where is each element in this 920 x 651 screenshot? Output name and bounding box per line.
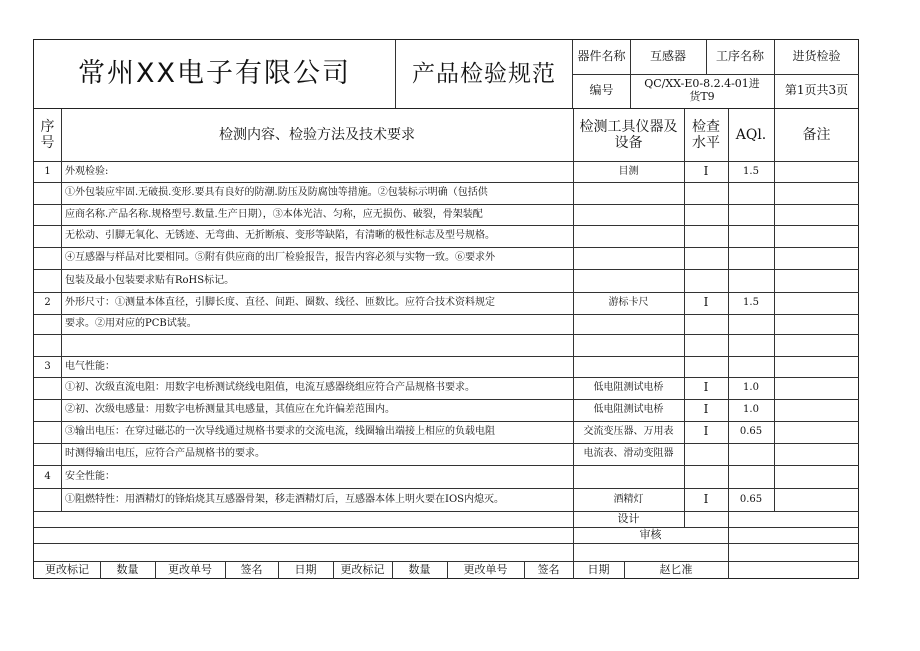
col-header-seq: 序号 [40,118,55,151]
row-tools [573,334,684,356]
row-tools [573,314,684,334]
row-tools: 交流变压器、万用表 [583,426,674,438]
change-header-cell: 更改单号 [168,562,212,576]
row-seq [34,314,61,334]
row-level [684,247,728,269]
row-level: I [703,491,709,506]
grid-line [278,561,279,579]
row-content: 外形尺寸：①测量本体直径，引脚长度、直径、间距、圈数、线径、匝数比。应符合技术资料规定 [65,297,495,309]
row-tools [573,356,684,377]
code-value: QC/XX-E0-8.2.4-01进货T9 [644,77,760,103]
row-remark [774,488,859,511]
row-tools: 目测 [618,165,639,177]
col-header-content: 检测内容、检验方法及技术要求 [219,126,415,143]
grid-line [34,421,859,422]
review-label: 审核 [639,527,662,541]
grid-line [34,161,859,162]
grid-line [34,443,859,444]
grid-line [34,247,859,248]
change-header-cell: 更改单号 [463,562,508,576]
row-tools [573,247,684,269]
code-label: 编号 [589,83,614,98]
row-aql: 1.5 [743,297,759,309]
grid-line [34,292,859,293]
grid-line [630,40,631,108]
grid-line [524,561,525,579]
row-tools [573,269,684,292]
row-level [684,225,728,247]
change-header-cell: 日期 [294,562,317,576]
row-remark [774,247,859,269]
row-aql: 1.0 [743,404,759,416]
row-level [684,356,728,377]
row-remark [774,356,859,377]
change-header-cell: 数量 [408,562,431,576]
row-seq [34,443,61,465]
row-remark [774,225,859,247]
row-seq [34,421,61,443]
row-tools [573,465,684,488]
row-content: 外观检验: [65,165,109,177]
row-level: I [703,424,709,439]
row-seq: 4 [44,470,51,482]
grid-line [34,356,859,357]
row-tools: 电流表、滑动变阻器 [583,448,674,460]
grid-line [573,109,574,511]
row-content: ①初、次级直流电阻：用数字电桥测试绕线电阻值，电流互感器绕组应符合产品规格书要求。 [65,382,475,394]
grid-line [34,465,859,466]
row-aql [728,269,774,292]
grid-line [728,109,729,511]
row-aql [728,225,774,247]
grid-line [34,269,859,270]
process-name-value: 进货检验 [792,49,841,64]
row-aql [728,356,774,377]
part-name-label: 器件名称 [577,49,626,64]
grid-line [225,561,226,579]
row-content [61,334,573,356]
row-content: ③输出电压：在穿过磁芯的一次导线通过规格书要求的交流电流，线圈输出端接上相应的负载电阻 [65,426,495,438]
row-remark [774,314,859,334]
page-info: 第1页共3页 [784,83,849,98]
row-aql [728,334,774,356]
row-level [684,182,728,204]
row-seq [34,182,61,204]
change-header-cell: 数量 [116,562,139,576]
grid-line [34,511,859,512]
grid-line [395,40,396,108]
row-seq [34,377,61,399]
grid-line [100,561,101,579]
row-remark [774,204,859,225]
row-content: ②初、次级电感量：用数字电桥测量其电感量，其值应在允许偏差范围内。 [65,404,395,416]
grid-line [34,314,859,315]
row-seq: 3 [44,360,51,372]
row-aql [728,314,774,334]
row-level [684,269,728,292]
row-content: 电气性能： [65,360,115,372]
grid-line [61,109,62,511]
row-seq [34,488,61,511]
row-content: 要求。②用对应的PCB试装。 [65,318,197,330]
row-level: I [703,295,709,310]
row-level [684,334,728,356]
grid-line [34,204,859,205]
grid-line [573,511,574,579]
col-header-tools: 检测工具仪器及设备 [579,118,678,151]
grid-line [34,182,859,183]
document-title: 产品检验规范 [412,60,556,87]
row-seq: 1 [44,165,51,177]
grid-line [34,334,859,335]
row-level [684,314,728,334]
row-seq [34,399,61,421]
row-remark [774,292,859,314]
grid-line [624,561,625,579]
design-label: 设计 [617,511,640,525]
row-aql: 0.65 [739,426,763,438]
grid-line [572,40,573,108]
row-remark [774,465,859,488]
row-aql [728,204,774,225]
grid-line [34,108,859,109]
row-remark [774,182,859,204]
company-name: 常州XX电子有限公司 [78,58,351,90]
row-content: 包装及最小包装要求贴有RoHS标记。 [65,274,235,286]
row-seq [34,269,61,292]
row-aql [728,247,774,269]
row-aql: 1.0 [743,382,759,394]
row-aql [728,465,774,488]
row-aql: 1.5 [743,165,759,177]
col-header-aql: AQl. [735,126,767,143]
row-content: 无松动、引脚无氧化、无锈迹、无弯曲、无折断痕、变形等缺陷，有清晰的极性标志及型号规格。 [65,230,495,242]
change-header-cell: 更改标记 [45,562,89,576]
row-seq [34,225,61,247]
col-header-level: 检查水平 [692,118,720,151]
row-aql [728,182,774,204]
grid-line [774,109,775,511]
row-remark [774,443,859,465]
grid-line [728,511,729,579]
row-level [684,465,728,488]
row-level [684,443,728,465]
row-aql [728,443,774,465]
row-content: 时测得输出电压，应符合产品规格书的要求。 [65,448,265,460]
grid-line [34,399,859,400]
process-name-label: 工序名称 [715,49,764,64]
row-content: ①外包装应牢固.无破损.变形.要具有良好的防潮.防压及防腐蚀等措施。②包装标示明确（包括供 [65,187,488,199]
row-tools: 低电阻测试电桥 [593,382,664,394]
change-header-cell: 签名 [537,562,560,576]
row-tools: 游标卡尺 [608,297,649,309]
grid-line [392,561,393,579]
row-seq [34,334,61,356]
row-tools: 酒精灯 [613,493,644,505]
row-level: I [703,402,709,417]
row-remark [774,421,859,443]
grid-line [34,377,859,378]
row-aql: 0.65 [739,493,763,505]
change-header-cell: 日期 [587,562,610,576]
grid-line [34,488,859,489]
grid-line [447,561,448,579]
row-remark [774,161,859,182]
grid-line [34,225,859,226]
part-name-value: 互感器 [649,49,686,64]
grid-line [684,109,685,511]
grid-line [684,511,685,527]
row-remark [774,399,859,421]
row-level: I [703,163,709,178]
grid-line [34,527,859,528]
row-remark [774,269,859,292]
row-seq [34,204,61,225]
row-level [684,204,728,225]
row-seq: 2 [44,297,51,309]
grid-line [774,40,775,108]
row-content: 应商名称.产品名称.规格型号.数量.生产日期），③本体光洁、匀称，应无损伤、破裂，骨架装配 [65,208,483,220]
row-content: ④互感器与样品对比要相同。⑤附有供应商的出厂检验报告，报告内容必须与实物一致。⑥要求外 [65,252,495,264]
row-tools [573,225,684,247]
row-tools [573,182,684,204]
row-tools [573,204,684,225]
grid-line [155,561,156,579]
grid-line [573,74,859,75]
approver-name: 赵匕准 [659,562,693,576]
change-header-cell: 更改标记 [340,562,385,576]
row-level: I [703,380,709,395]
row-seq [34,247,61,269]
row-remark [774,334,859,356]
grid-line [333,561,334,579]
row-remark [774,377,859,399]
row-tools: 低电阻测试电桥 [593,404,664,416]
row-content: 安全性能： [65,470,115,482]
grid-line [706,40,707,74]
col-header-remark: 备注 [802,126,831,143]
change-header-cell: 签名 [240,562,263,576]
grid-line [34,543,859,544]
row-content: ①阻燃特性：用酒精灯的锋焰烧其互感器骨架，移走酒精灯后，互感器本体上明火要在IOS内熄灭。 [65,493,504,505]
